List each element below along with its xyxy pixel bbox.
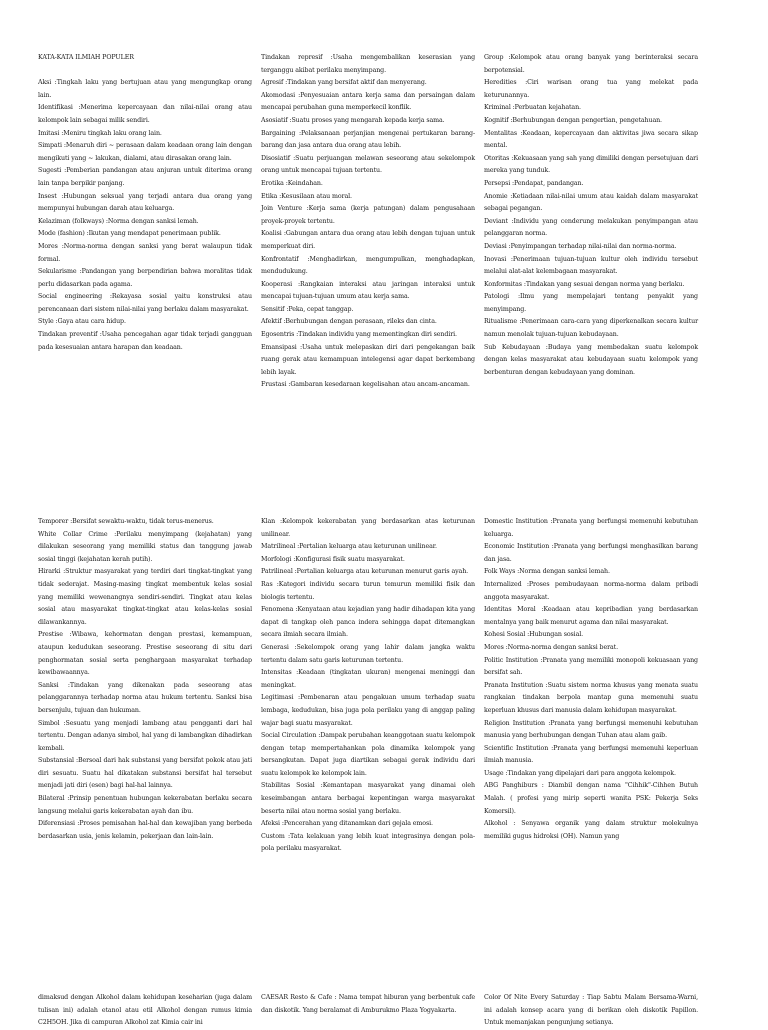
glossary-entry: Intensitas :Keadaan (tingkatan ukuran) mengenai meninggi dan meningkat.: [261, 669, 475, 689]
glossary-entry: Insest :Hubungan seksual yang terjadi antara dua orang yang mempunyai hubungan darah atau keluarga.: [38, 192, 252, 213]
glossary-entry: Otoritas :Kekuasaan yang sah yang dimiliki dengan persetujuan dari mereka yang tunduk.: [484, 154, 698, 175]
glossary-entry: Sugesti :Pemberian pandangan atau anjuran untuk diterima orang lain tanpa berpikir panjang.: [38, 167, 252, 187]
glossary-entry: Stabilitas Sosial :Kemantapan masyarakat yang dinamai oleh keseimbangan antara berbagai kepentingan warga masyarakat beserta nilai atau norma sosial yang berlaku.: [261, 782, 475, 815]
glossary-entry: Frustasi :Gambaran kesedaraan kegelisahan atau ancam-ancaman.: [261, 381, 470, 389]
glossary-entry: Imitasi :Meniru tingkah laku orang lain.: [38, 129, 162, 137]
glossary-entry: Social engineering :Rekayasa sosial yaitu konstruksi atau perencanaan dari sistem nilai-nilai yang berlaku dalam masyarakat.: [38, 293, 252, 313]
glossary-entry: Identitas Moral :Keadaan atau kepribadian yang berdasarkan mentalnya yang baik menurut agama dan nilai masyarakat.: [484, 606, 698, 626]
page2-col1-entries: [38, 516, 252, 843]
glossary-entry: Pranata Institution :Suatu sistem norma khusus yang menata suatu rangkaian tindakan berpola mantap guna memenuhi suatu keperluan khusus dari manusia dalam kehidupan masyarakat.: [484, 681, 698, 714]
glossary-entry: Patrilineal :Pertalian keluarga atau keturunan menurut garis ayah.: [261, 568, 469, 576]
glossary-entry: Klan :Kelompok kekerabatan yang berdasarkan atas keturunan unilinear.: [261, 518, 475, 538]
glossary-entry: Heredities :Ciri warisan orang tua yang melekat pada keturunannya.: [484, 79, 698, 99]
glossary-entry: Mentalitas :Keadaan, kepercayaan dan aktivitas jiwa secara sikap mental.: [484, 129, 698, 150]
glossary-entry: White Collar Crime :Perilaku menyimpang (kejahatan) yang dilakukan seseorang yang memiliki status dan tanggung jawab sosial tinggi (kejahatan kerah putih).: [38, 530, 252, 563]
glossary-entry: Sensitif :Peka, cepat tanggap.: [261, 305, 354, 313]
glossary-entry: Ritualisme :Penerimaan cara-cara yang diperkenalkan secara kultur namun menolak tujuan-tujuan kebudayaan.: [484, 318, 698, 339]
glossary-entry: Join Venture :Kerja sama (kerja patungan) dalam pengusahaan proyek-proyek tertentu.: [261, 205, 475, 225]
page3-column1: [38, 992, 252, 1030]
glossary-entry: Inovasi :Penerimaan tujuan-tujuan kultur oleh individu tersebut melalui alat-alat kelembagaan masyarakat.: [484, 255, 698, 276]
glossary-entry: Simbol :Sesuatu yang menjadi lambang atau pengganti dari hal tertentu. Dengan adanya simbol, hal yang di lambangkan dihadirkan kembali.: [38, 719, 252, 752]
glossary-entry: Bargaining :Pelaksanaan perjanjian mengenai pertukaran barang-barang dan jasa antara dua orang atau lebih.: [261, 129, 475, 150]
glossary-entry: Koalisi :Gabungan antara dua orang atau lebih dengan tujuan untuk memperkuat diri.: [261, 230, 475, 250]
glossary-entry: Generasi :Sekelompok orang yang lahir dalam jangka waktu tertentu dalam satu garis keturunan tertentu.: [261, 643, 475, 664]
glossary-entry: Politic Institution :Pranata yang memiliki monopoli kekuasaan yang bersifat sah.: [484, 656, 698, 677]
glossary-entry: Akomodasi :Penyesuaian antara kerja sama dan persaingan dalam mencapai perubahan guna memperkecil konflik.: [261, 91, 475, 112]
glossary-entry: Sanksi :Tindakan yang dikenakan pada seseorang atas pelanggarannya terhadap norma atau hukum tertentu. Sanksi bisa bersenjulu, tujuan dan hukuman.: [38, 681, 252, 714]
glossary-entry: Deviant :Individu yang cenderung melakukan penyimpangan atau pelanggaran norma.: [484, 217, 698, 238]
glossary-entry: Patologi :Ilmu yang mempelajari tentang penyakit yang menyimpang.: [484, 293, 698, 313]
document-title: KATA-KATA ILMIAH POPULER: [38, 54, 134, 61]
glossary-entry: Domestic Institution :Pranata yang berfungsi memenuhi kebutuhan keluarga.: [484, 518, 698, 538]
glossary-entry: Morfologi :Konfigurasi fisik suatu masyarakat.: [261, 555, 405, 563]
page3-col3-text: Color Of Nite Every Saturday : Tiap Sabtu Malam Bersama-Warni, ini adalah konsep acara yang di berikan oleh diskotik Papillon. Untuk memanjakan pengunjung setianya.: [484, 994, 698, 1027]
glossary-entry: Mores :Norma-norma dengan sanksi berat.: [484, 643, 618, 651]
glossary-entry: Economic Institution :Pranata yang berfungsi menghasilkan barang dan jasa.: [484, 543, 698, 563]
glossary-entry: Social Circulation :Dampak perubahan keanggotaan suatu kelompok dengan tetap mempertahankan pola dinamika kelompok yang bersangkutan. Dapat juga diartikan sebagai gerak individu dari suatu kelompok ke kelompok lain.: [261, 732, 475, 777]
glossary-entry: Konfrontatif :Menghadirkan, mengumpulkan, menghadapkan, mendudukung.: [261, 255, 475, 276]
glossary-entry: Group :Kelompok atau orang banyak yang berinteraksi secara berpotensial.: [484, 54, 698, 74]
glossary-entry: Afeksi :Pencerahan yang ditanamkan dari gejala emosi.: [261, 820, 433, 828]
glossary-entry: Asosiatif :Suatu proses yang mengarah kepada kerja sama.: [261, 116, 445, 124]
glossary-entry: Mode (fashion) :Ikutan yang mendapat penerimaan publik.: [38, 230, 221, 238]
page2-col3-entries: [484, 516, 698, 843]
glossary-entry: Deviasi :Penyimpangan terhadap nilai-nilai dan norma-norma.: [484, 242, 677, 250]
glossary-entry: Scientific Institution :Pranata yang berfungsi memenuhi keperluan ilmiah manusia.: [484, 744, 698, 765]
glossary-entry: Kooperasi :Rangkaian interaksi atau jaringan interaksi untuk mencapai tujuan-tujuan umum atau kerja sama.: [261, 280, 475, 301]
page3-col2-text: CAESAR Resto & Cafe : Nama tempat hiburan yang berbentuk cafe dan diskotik. Yang beralamat di Amburukmo Plaza Yogyakarta.: [261, 994, 475, 1014]
page2-col2-entries: [261, 516, 475, 856]
glossary-entry: Persepsi :Pendapat, pandangan.: [484, 179, 584, 187]
glossary-entry: Temporer :Bersifat sewaktu-waktu, tidak terus-menerus.: [38, 518, 214, 525]
glossary-entry: Egosentris :Tindakan individu yang mementingkan diri sendiri.: [261, 331, 457, 339]
glossary-entry: Kognitif :Berhubungan dengan pengertian, pengetahuan.: [484, 116, 662, 124]
page2-column1: [38, 516, 252, 843]
glossary-entry: Simpati :Menaruh diri ~ perasaan dalam keadaan orang lain dengan mengikuti yang ~ lakukan, dialami, atau dirasakan orang lain.: [38, 142, 252, 162]
page1-col1-entries: [38, 77, 252, 354]
glossary-entry: Aksi :Tingkah laku yang bertujuan atau yang mengungkap orang lain.: [38, 79, 252, 99]
page3-column3: [484, 992, 698, 1030]
page1-column3: [484, 52, 698, 379]
glossary-entry: Konformitas :Tindakan yang sesuai dengan norma yang berlaku.: [484, 280, 685, 288]
glossary-entry: Diferensiasi :Proses pemisahan hal-hal dan kewajiban yang berbeda berdasarkan usia, jenis kelamin, pekerjaan dan lain-lain.: [38, 820, 252, 840]
glossary-entry: Ras :Kategori individu secara turun temurun memiliki fisik dan biologis tertentu.: [261, 580, 475, 601]
glossary-entry: Mores :Norma-norma dengan sanksi yang berat walaupun tidak formal.: [38, 242, 252, 263]
page3-col1-text: dimaksud dengan Alkohol dalam kehidupan keseharian (juga dalam tulisan ini) adalah etanol atau etil Alkohol dengan rumus kimia C2H5OH. Jika di campuran Alkohol zat Kimia cair ini: [38, 994, 252, 1027]
glossary-entry: Religion Institution :Pranata yang berfungsi memenuhi kebutuhan manusia yang berhubungan dengan Tuhan atau alam gaib.: [484, 719, 698, 740]
glossary-entry: Sekularisme :Pandangan yang berpendirian bahwa moralitas tidak perlu didasarkan pada agama.: [38, 268, 252, 288]
glossary-entry: Kohesi Sosial :Hubungan sosial.: [484, 631, 584, 639]
page1-column1: [38, 52, 252, 354]
glossary-entry: Kelaziman (folkways) :Norma dengan sanksi lemah.: [38, 217, 199, 225]
page1-col2-entries: [261, 52, 475, 392]
glossary-entry: Anomie :Ketiadaan nilai-nilai umum atau kaidah dalam masyarakat sebagai pegangan.: [484, 192, 698, 213]
glossary-entry: Substansial :Bersoal dari hak substansi yang bersifat pokok atau jati diri sesuatu. Suatu hal dikatakan substansi bersifat hal tersebut menjadi jati diri (esen) bagi hal-hal lainnya.: [38, 757, 252, 790]
glossary-entry: Style :Gaya atau cara hidup.: [38, 318, 126, 326]
glossary-entry: Tindakan represif :Usaha mengembalikan keserasian yang terganggu akibat perilaku menyimpang.: [261, 54, 475, 74]
glossary-entry: Matrilineal :Pertalian keluarga atau keturunan unilinear.: [261, 543, 437, 551]
glossary-entry: Erotika :Keindahan.: [261, 179, 323, 187]
glossary-entry: Etika :Kesusilaan atau moral.: [261, 192, 352, 200]
glossary-entry: Hirarki :Struktur masyarakat yang terdiri dari tingkat-tingkat yang tidak sederajat. Masing-masing tingkat membentuk kelas sosial yang memiliki wewenangnya sendiri-sendiri. Tingkat atau kelas sosial atau masyarakat tingkat-tingkat atau kelas-kelas sosial dilawankannya.: [38, 568, 252, 626]
glossary-entry: ABG Panghiburs : Diambil dengan nama "Cihhik"-Cihhen Butuh Malah. ( profesi yang mirip seperti wanita PSK: Pekerja Seks Komersil).: [484, 782, 698, 815]
glossary-entry: Fenomena :Kenyataan atau kejadian yang hadir dihadapan kita yang dapat di tangkap oleh panca indera sehingga dapat ditemangkan secara ilmiah secara ilmiah.: [261, 606, 475, 639]
glossary-entry: Agresif :Tindakan yang bersifat aktif dan menyerang.: [261, 79, 427, 87]
page1-col3-entries: [484, 52, 698, 379]
glossary-entry: Bilateral :Prinsip penentuan hubungan kekerabatan berlaku secara langsung melalui garis kekerabatan ayah dan ibu.: [38, 795, 252, 815]
glossary-entry: Disosiatif :Suatu perjuangan melawan seseorang atau sekelompok orang untuk mencapai tujuan tertentu.: [261, 154, 475, 175]
page1-column2: [261, 52, 475, 392]
glossary-entry: Usage :Tindakan yang dipelajari dari para anggota kelompok.: [484, 769, 676, 777]
glossary-entry: Legitimasi :Pembenaran atau pengakuan umum terhadap suatu lembaga, kedudukan, bisa juga pola perilaku yang di anggap paling wajar bagi suatu masyarakat.: [261, 694, 475, 727]
glossary-entry: Identifikasi :Menerima kepercayaan dan nilai-nilai orang atau kelompok lain sebagai milik sendiri.: [38, 104, 252, 124]
glossary-entry: Kriminal :Perbuatan kejahatan.: [484, 104, 581, 112]
page2-column3: [484, 516, 698, 843]
page2-column2: [261, 516, 475, 856]
glossary-entry: Prestise :Wibawa, kehormatan dengan prestasi, kemampuan, ataupun kedudukan seseorang. Prestise seseorang di situ dari penghormatan sosial serta penghargaan masyarakat terhadap kewibawaannya.: [38, 631, 252, 677]
glossary-entry: Alkohol : Senyawa organik yang dalam struktur molekulnya memiliki gugus hidroksi (OH). Namun yang: [484, 820, 698, 840]
glossary-entry: Afektif :Berhubungan dengan perasaan, rileks dan cinta.: [261, 318, 437, 326]
page3-column2: [261, 992, 475, 1017]
glossary-entry: Emansipasi :Usaha untuk melepaskan diri dari pengekangan baik ruang gerak atau kemampuan intelegensi agar dapat berkembang lebih layak.: [261, 343, 475, 376]
glossary-entry: Sub Kebudayaan :Budaya yang membedakan suatu kelompok dengan kelas masyarakat atau kebudayaan suatu kelompok yang berbenturan dengan kebudayaan yang dominan.: [484, 343, 698, 376]
glossary-entry: Custom :Tata kelakuan yang lebih kuat integrasinya dengan pola-pola perilaku masyarakat.: [261, 832, 475, 853]
glossary-entry: Folk Ways :Norma dengan sanksi lemah.: [484, 568, 610, 576]
glossary-entry: Tindakan preventif :Usaha pencegahan agar tidak terjadi gangguan pada kesesuaian antara harapan dan keadaan.: [38, 331, 252, 351]
glossary-entry: Internalized :Proses pembudayaan norma-norma dalam pribadi anggota masyarakat.: [484, 580, 698, 601]
